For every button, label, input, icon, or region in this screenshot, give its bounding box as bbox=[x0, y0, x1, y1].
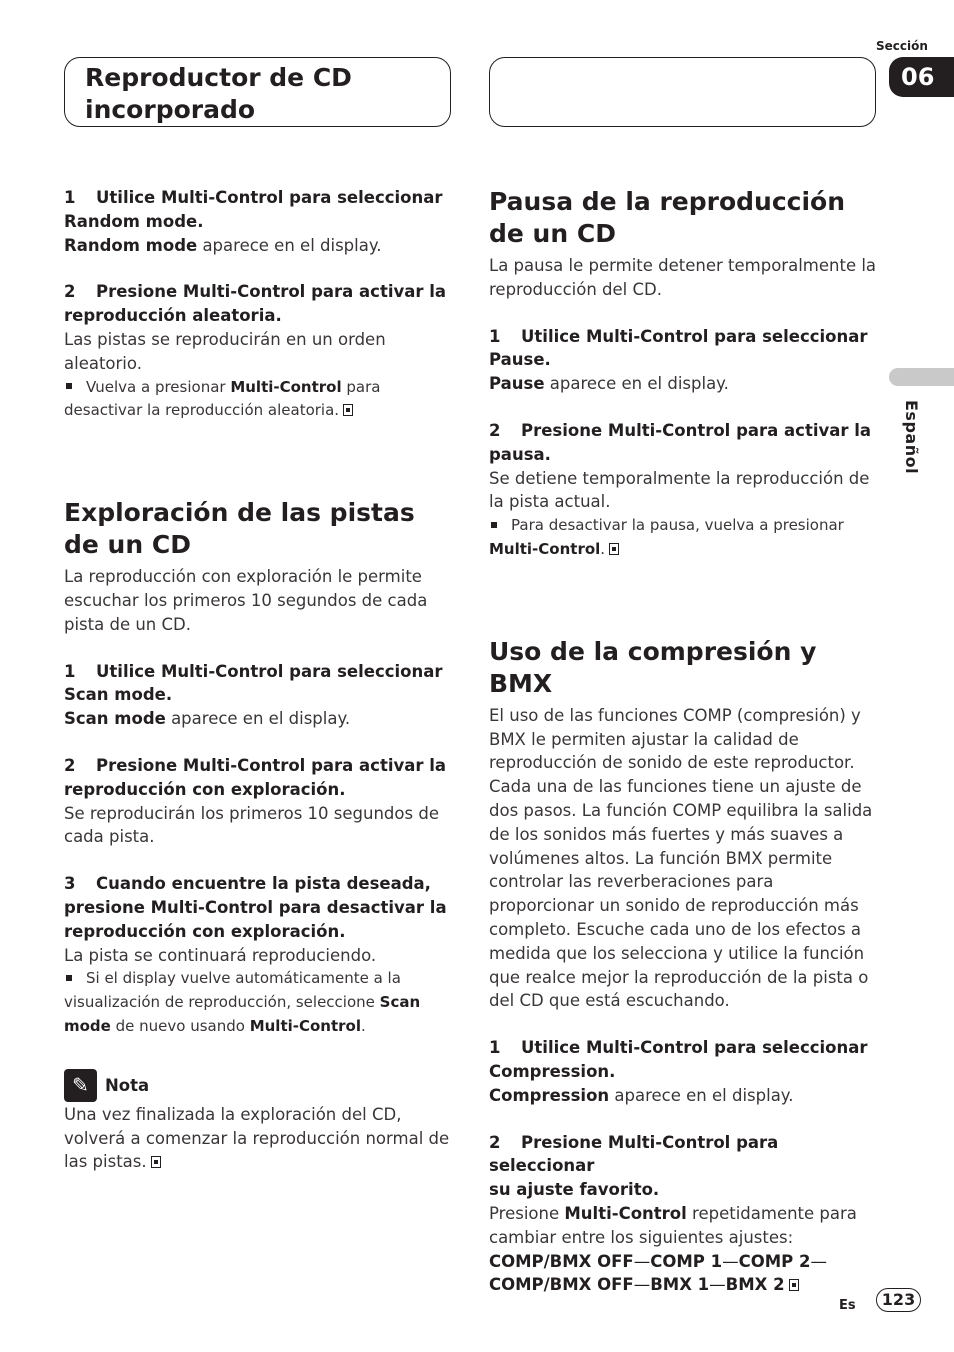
comp-section-title: Uso de la compresión y BMX bbox=[489, 636, 817, 698]
pause-section-title: Pausa de la reproducción de un CD bbox=[489, 187, 846, 248]
comp-step-2: 2 Presione Multi-Control para seleccionar su ajuste favorito. bbox=[489, 1132, 779, 1200]
setting-separator: — bbox=[709, 1275, 726, 1295]
comp-step-2-result: Presione Multi-Control repetidamente para cambiar entre los siguientes ajustes: bbox=[489, 1203, 857, 1247]
language-tab-marker bbox=[889, 368, 954, 386]
scan-step-1-result: Scan mode aparece en el display. bbox=[64, 709, 351, 729]
note-header bbox=[64, 1069, 452, 1103]
pencil-note-icon: ✎ bbox=[64, 1069, 97, 1102]
setting-separator: — bbox=[810, 1251, 827, 1271]
scan-step-2: 2 Presione Multi-Control para activar la reproducción con exploración. bbox=[64, 755, 447, 799]
bullet-square-icon bbox=[491, 522, 497, 528]
pause-step-2-result: Se detiene temporalmente la reproducción de la pista actual. bbox=[489, 468, 870, 512]
scan-step-2-result: Se reproducirán los primeros 10 segundos de cada pista. bbox=[64, 803, 439, 847]
footer-language: Es bbox=[839, 1298, 856, 1313]
section-number-tab: 06 bbox=[889, 57, 954, 97]
comp-step-1: 1 Utilice Multi-Control para seleccionar Compression. bbox=[489, 1038, 868, 1081]
setting-item: COMP/BMX OFF bbox=[489, 1251, 634, 1271]
chapter-header-box bbox=[64, 57, 451, 127]
setting-item: COMP/BMX OFF bbox=[489, 1275, 634, 1295]
setting-item: COMP 1 bbox=[650, 1251, 723, 1271]
setting-separator: — bbox=[633, 1251, 651, 1271]
end-of-section-icon bbox=[151, 1156, 161, 1168]
page-number: 123 bbox=[876, 1288, 921, 1312]
note-label: Nota bbox=[105, 1076, 150, 1096]
section-label: Sección bbox=[876, 39, 928, 53]
chapter-title-line2: incorporado bbox=[85, 95, 256, 124]
random-bullet-note: Vuelva a presionar Multi-Control para desactivar la reproducción aleatoria. bbox=[64, 377, 381, 420]
setting-separator: — bbox=[722, 1251, 739, 1271]
language-tab-label: Español bbox=[902, 400, 921, 475]
random-step-1-result: Random mode aparece en el display. bbox=[64, 235, 382, 255]
scan-step-3-result: La pista se continuará reproduciendo. bbox=[64, 945, 377, 965]
bullet-square-icon bbox=[66, 383, 72, 389]
pause-bullet-note: Para desactivar la pausa, vuelva a presionar Multi-Control. bbox=[489, 516, 844, 558]
chapter-title-line1: Reproductor de CD bbox=[85, 63, 352, 92]
setting-item: BMX 2 bbox=[725, 1275, 785, 1295]
end-of-section-icon bbox=[609, 543, 619, 555]
bullet-square-icon bbox=[66, 975, 72, 981]
scan-step-3: 3 Cuando encuentre la pista deseada, presione Multi-Control para desactivar la reproducción con exploración. bbox=[64, 874, 447, 941]
random-step-2: 2 Presione Multi-Control para activar la reproducción aleatoria. bbox=[64, 282, 447, 326]
scan-intro: La reproducción con exploración le permite escuchar los primeros 10 segundos de cada pista de un CD. bbox=[64, 567, 428, 634]
scan-section-title: Exploración de las pistas de un CD bbox=[64, 498, 415, 560]
note-text: Una vez finalizada la exploración del CD, volverá a comenzar la reproducción normal de las pistas. bbox=[64, 1104, 450, 1172]
pause-step-1-result: Pause aparece en el display. bbox=[489, 374, 729, 394]
left-column bbox=[64, 186, 452, 1174]
random-step-2-result: Las pistas se reproducirán en un orden aleatorio. bbox=[64, 329, 386, 373]
header-box-empty bbox=[489, 57, 876, 127]
end-of-section-icon bbox=[789, 1279, 799, 1291]
pause-intro: La pausa le permite detener temporalmente la reproducción del CD. bbox=[489, 256, 877, 299]
scan-bullet-note: Si el display vuelve automáticamente a la visualización de reproducción, seleccione Scan mode de nuevo usando Multi-Control. bbox=[64, 969, 421, 1035]
setting-item: BMX 1 bbox=[650, 1275, 710, 1295]
setting-separator: — bbox=[633, 1275, 651, 1295]
pause-step-1: 1 Utilice Multi-Control para seleccionar Pause. bbox=[489, 326, 868, 370]
comp-step-1-result: Compression aparece en el display. bbox=[489, 1085, 794, 1105]
pause-step-2: 2 Presione Multi-Control para activar la pausa. bbox=[489, 420, 872, 464]
end-of-section-icon bbox=[343, 404, 353, 416]
right-column bbox=[489, 186, 877, 1297]
scan-step-1: 1 Utilice Multi-Control para seleccionar Scan mode. bbox=[64, 661, 443, 705]
setting-item: COMP 2 bbox=[738, 1251, 811, 1271]
comp-intro: El uso de las funciones COMP (compresión) y BMX le permiten ajustar la calidad de reproducción de sonido de este reproductor. Cada una de las funciones tiene un ajuste de dos pasos. La función COMP equilibra la salida de los sonidos más fuertes y más suaves a volúmenes altos. La función BMX permite controlar las reverberaciones para proporcionar un sonido de reproducción más completo. Escuche cada uno de los efectos a medida que los selecciona y utilice la función que realce mejor la reproducción de la pista o del CD que está escuchando. bbox=[489, 705, 873, 1011]
random-step-1: 1 Utilice Multi-Control para seleccionar Random mode. bbox=[64, 188, 443, 231]
comp-settings-cycle bbox=[489, 1250, 877, 1298]
